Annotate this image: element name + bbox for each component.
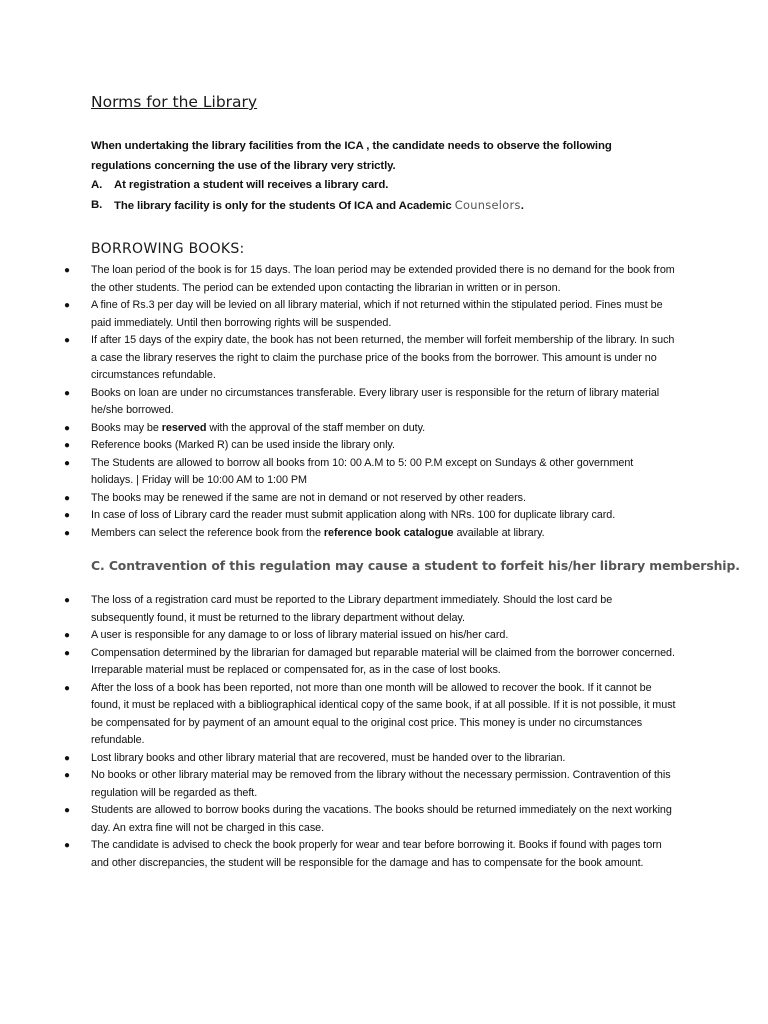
intro-item-a: [91, 176, 651, 196]
list-item-emphasis: reference book catalogue: [323, 526, 454, 539]
bullet-icon: ●: [64, 335, 70, 346]
list-item-text: Books on loan are under no circumstances transferable. Every library user is responsible for the return of library material he/she borrowed.: [91, 386, 660, 416]
list-item-text: The loan period of the book is for 15 days. The loan period may be extended provided there is no demand for the book from the other students. The period can be extended upon contacting the librarian in written or in person.: [91, 264, 675, 294]
item-marker: B.: [91, 198, 103, 211]
list-item-text: Members can select the reference book from the: [91, 526, 324, 539]
bullet-icon: ●: [64, 647, 70, 659]
list-item-text: The loss of a registration card must be reported to the Library department immediately. Should the lost card be subsequently found, it must be returned to the library department without delay.: [91, 594, 613, 624]
list-item-text: No books or other library material may be removed from the library without the necessary permission. Contravention of this regulation will be regarded as theft.: [91, 769, 671, 799]
list-item: [0, 507, 676, 525]
list-item: [0, 592, 676, 627]
list-item: [0, 385, 676, 420]
list-item-text: The books may be renewed if the same are not in demand or not reserved by other readers.: [91, 491, 526, 504]
list-item-emphasis: reserved: [161, 421, 207, 434]
bullet-icon: ●: [64, 595, 70, 606]
list-item: [0, 525, 676, 543]
list-item-text: Students are allowed to borrow books during the vacations. The books should be returned immediately on the next working day. An extra fine will not be charged in this case.: [91, 804, 672, 834]
bullet-icon: ●: [64, 840, 70, 851]
item-text: [114, 196, 524, 217]
page-title: Norms for the Library: [91, 93, 258, 111]
list-item: [0, 262, 676, 297]
list-item-text: The Students are allowed to borrow all books from 10: 00 A.M to 5: 00 P.M except on Sundays & other government holidays. | Friday will be 10:00 AM to 1:00 PM: [91, 456, 634, 486]
bullet-icon: ●: [64, 682, 70, 694]
bullet-icon: ●: [64, 630, 70, 641]
list-item-text: Reference books (Marked R) can be used inside the library only.: [91, 439, 395, 451]
list-item-text: After the loss of a book has been reported, not more than one month will be allowed to recover the book. If it cannot be found, it must be replaced with a bibliographical identical copy of the same book, if at all possible. If it is not possible, it must be compensated for by payment of an amount equal to the original cost price. This money is under no circumstances refundable.: [91, 681, 676, 746]
list-item-text-end: available at library.: [453, 526, 545, 539]
list-item: [0, 767, 676, 802]
bullet-icon: ●: [64, 492, 70, 504]
bullet-icon: ●: [64, 265, 70, 276]
list-item: [0, 645, 676, 680]
list-item: [0, 420, 676, 438]
list-item: [0, 490, 676, 508]
list-item-text: Compensation determined by the librarian for damaged but reparable material will be claimed from the borrower concerned. Irreparable material must be replaced or compensated for, as in the case of lost books.: [91, 646, 675, 676]
list-item: [0, 627, 676, 645]
list-item: [0, 332, 676, 385]
item-text-main: The library facility is only for the students Of ICA and Academic: [114, 199, 455, 212]
list-item: [0, 837, 676, 872]
intro-item-b: [91, 196, 651, 217]
bullet-icon: ●: [64, 300, 70, 311]
bullet-icon: ●: [64, 387, 70, 399]
intro-paragraph: When undertaking the library facilities from the ICA , the candidate needs to observe the following regulations concerning the use of the library very strictly.: [91, 140, 612, 172]
list-item-text: The candidate is advised to check the book properly for wear and tear before borrowing it. Books if found with pages torn and other discrepancies, the student will be responsible for the damage and has to compensate for the book amount.: [91, 839, 662, 869]
list-item: [0, 680, 676, 750]
list-item-text: A fine of Rs.3 per day will be levied on all library material, which if not returned within the stipulated period. Fines must be paid immediately. Until then borrowing rights will be suspended.: [91, 299, 663, 329]
item-marker: A.: [91, 179, 103, 191]
bullet-icon: ●: [64, 510, 70, 521]
contravention-rules-list: [0, 592, 700, 872]
bullet-icon: ●: [64, 422, 70, 434]
bullet-icon: ●: [64, 527, 70, 539]
list-item: [0, 802, 676, 837]
list-item: [0, 297, 676, 332]
item-text: At registration a student will receives a library card.: [114, 179, 389, 191]
list-item: [0, 437, 676, 455]
bullet-icon: ●: [64, 752, 70, 764]
list-item-text: Books may be: [91, 421, 162, 434]
list-item: [0, 750, 676, 768]
list-item: [0, 455, 676, 490]
intro-section: [91, 137, 651, 216]
list-item-text: Lost library books and other library material that are recovered, must be handed over to the librarian.: [91, 751, 566, 764]
list-item-text: In case of loss of Library card the reader must submit application along with NRs. 100 for duplicate library card.: [91, 509, 616, 521]
bullet-icon: ●: [64, 440, 70, 451]
bullet-icon: ●: [64, 770, 70, 781]
counselors-word: Counselors: [454, 197, 521, 212]
contravention-heading: C. Contravention of this regulation may cause a student to forfeit his/her library membership.: [91, 558, 740, 573]
bullet-icon: ●: [64, 457, 70, 469]
item-text-end: .: [520, 199, 524, 212]
borrowing-rules-list: [0, 262, 700, 542]
bullet-icon: ●: [64, 805, 70, 816]
borrowing-books-heading: BORROWING BOOKS:: [91, 241, 245, 257]
list-item-text: A user is responsible for any damage to or loss of library material issued on his/her card.: [91, 629, 509, 641]
list-item-text: If after 15 days of the expiry date, the book has not been returned, the member will forfeit membership of the library. In such a case the library reserves the right to claim the purchase price of the books from the borrower. This amount is under no circumstances refundable.: [91, 334, 675, 381]
list-item-text-end: with the approval of the staff member on duty.: [206, 421, 426, 434]
